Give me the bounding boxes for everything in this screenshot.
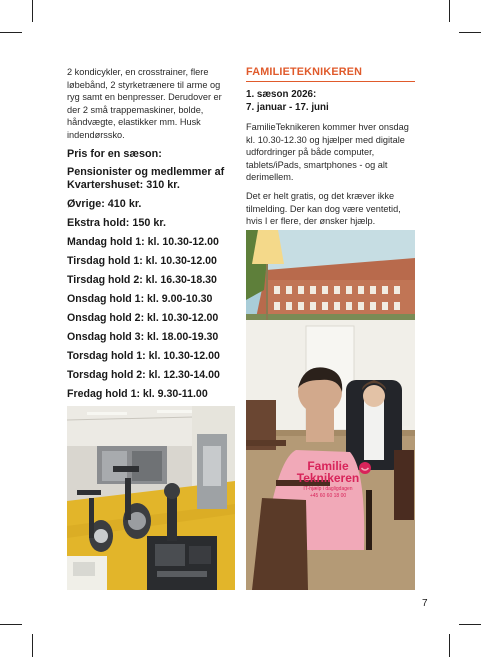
crop-mark [32,0,33,22]
crop-mark [32,634,33,657]
page-number: 7 [422,598,428,609]
schedule-item: Fredag hold 1: kl. 9.30-11.00 [67,387,208,400]
schedule-item: Tirsdag hold 1: kl. 10.30-12.00 [67,254,217,267]
price-extra: Ekstra hold: 150 kr. [67,216,167,229]
familieteknikeren-photo [246,230,415,590]
crop-mark [0,624,22,625]
schedule-item: Mandag hold 1: kl. 10.30-12.00 [67,235,219,248]
section-title: FAMILIETEKNIKEREN [246,66,363,78]
season-line: 7. januar - 17. juni [246,101,329,113]
shirt-line: Familie [307,459,349,473]
section-rule [246,81,415,82]
crop-mark [459,32,481,33]
schedule-item: Onsdag hold 1: kl. 9.00-10.30 [67,292,213,305]
schedule-item: Onsdag hold 2: kl. 10.30-12.00 [67,311,219,324]
left-column [67,66,235,404]
price-heading: Pris for en sæson: [67,147,162,160]
price-pensioners: Pensionister og medlemmer af Kvartershuset: 310 kr. [67,165,225,191]
paragraph-free: Det er helt gratis, og det kræver ikke tilmelding. Der kan dog være ventetid, hvis I er flere, der ønsker hjælp. [246,190,401,227]
crop-mark [459,624,481,625]
price-other: Øvrige: 410 kr. [67,197,142,210]
crop-mark [449,0,450,22]
schedule-item: Tirsdag hold 2: kl. 16.30-18.30 [67,273,217,286]
right-column [246,66,415,228]
helpdesk-illustration [246,230,415,590]
crop-mark [449,634,450,657]
equipment-description: 2 kondicykler, en crosstrainer, flere løbebånd, 2 styrketrænere til arme og ryg samt en benpresser. Derudover er der 2 små trappemaskiner, bolde, håndvægte, elastikker mm. Husk indendørssko. [67,67,222,140]
shirt-line: Teknikeren [296,471,360,485]
season-dates [246,89,415,114]
schedule-list [67,233,235,404]
schedule-item: Torsdag hold 2: kl. 12.30-14.00 [67,368,220,381]
gym-illustration [67,406,235,590]
schedule-item: Onsdag hold 3: kl. 18.00-19.30 [67,330,219,343]
schedule-item: Torsdag hold 1: kl. 10.30-12.00 [67,349,220,362]
gym-photo [67,406,235,590]
shirt-small: +45 60 60 18 00 [309,493,347,499]
shirt-small: IT-hjælp i dagligdagen [303,486,353,492]
paragraph-intro: FamilieTeknikeren kommer hver onsdag kl. 10.30-12.30 og hjælper med digitale udfordringer på både computer, tablets/iPads, smartphones - og alt derimellem. [246,122,409,183]
season-line: 1. sæson 2026: [246,89,317,100]
crop-mark [0,32,22,33]
smile-logo-icon [358,461,372,475]
